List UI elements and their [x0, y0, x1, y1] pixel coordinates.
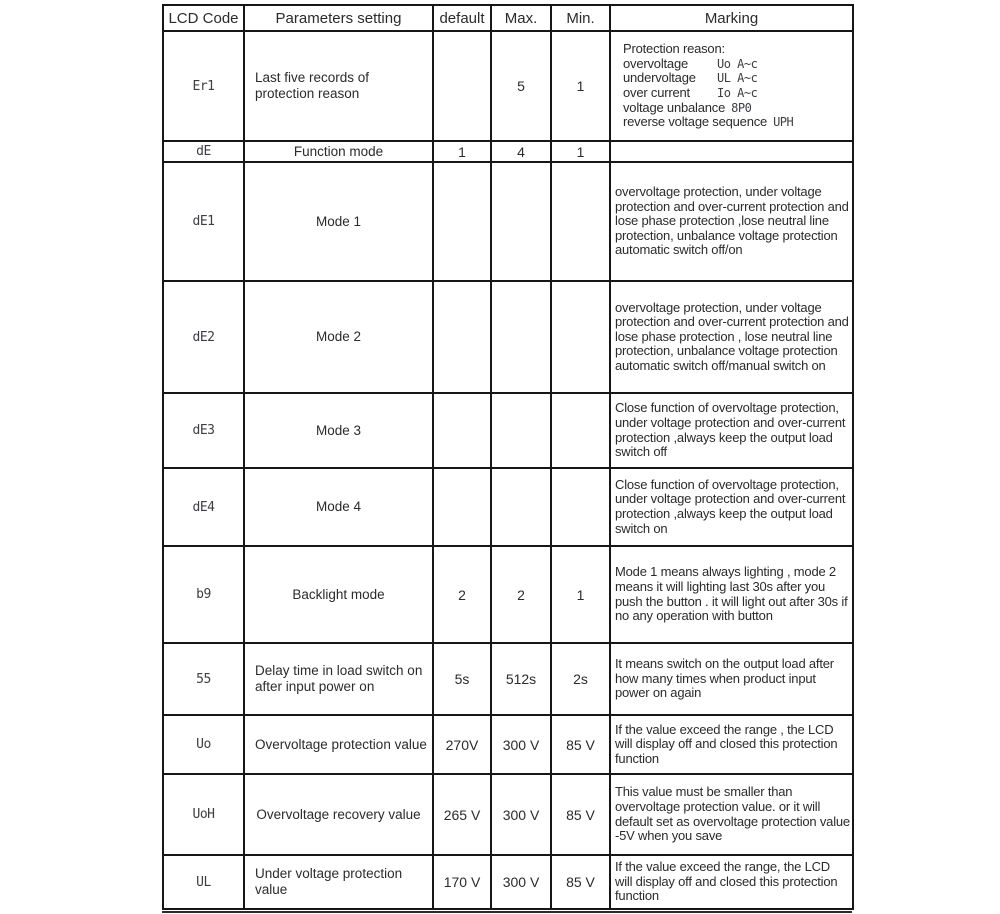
- max-value: 5: [491, 31, 551, 141]
- min-value: 85 V: [551, 774, 610, 855]
- min-value: [551, 468, 610, 546]
- parameter-name: Function mode: [244, 141, 433, 162]
- marking-text: Close function of overvoltage protection, under voltage protection and over-current protection ,always keep the output load switch on: [610, 468, 853, 546]
- min-value: 1: [551, 546, 610, 643]
- lcd-glyph: 8P0: [731, 100, 752, 115]
- min-value: [551, 281, 610, 393]
- min-value: [551, 162, 610, 281]
- max-value: [491, 468, 551, 546]
- default-value: [433, 468, 491, 546]
- default-value: 270V: [433, 715, 491, 774]
- marking-text: This value must be smaller than overvoltage protection value. or it will default set as overvoltage protection value -5V when you save: [610, 774, 853, 855]
- marking-text: It means switch on the output load after how many times when product input power on again: [610, 643, 853, 715]
- lcd-code: UoH: [163, 774, 244, 855]
- header-parameters-setting: Parameters setting: [244, 5, 433, 31]
- parameter-name: Mode 1: [244, 162, 433, 281]
- max-value: [491, 162, 551, 281]
- marking-line: overvoltage Uo A~c: [623, 55, 758, 71]
- max-value: 4: [491, 141, 551, 162]
- lcd-code: UL: [163, 855, 244, 909]
- min-value: 85 V: [551, 715, 610, 774]
- parameter-name: Delay time in load switch on after input power on: [244, 643, 433, 715]
- lcd-code: dE: [163, 141, 244, 162]
- table-row-uoh: [163, 774, 853, 855]
- lcd-glyph: UL A~c: [717, 71, 758, 86]
- table-row-de2: [163, 281, 853, 393]
- max-value: 300 V: [491, 774, 551, 855]
- parameter-name: Overvoltage protection value: [244, 715, 433, 774]
- marking-line: undervoltage UL A~c: [623, 70, 758, 86]
- header-row: [163, 5, 853, 31]
- marking-text: Close function of overvoltage protection, under voltage protection and over-current protection ,always keep the output load switch off: [610, 393, 853, 468]
- table-row-b9: [163, 546, 853, 643]
- table-row-de: [163, 141, 853, 162]
- header-marking: Marking: [610, 5, 853, 31]
- max-value: 2: [491, 546, 551, 643]
- default-value: 2: [433, 546, 491, 643]
- table-row-ul: [163, 855, 853, 909]
- max-value: [491, 393, 551, 468]
- marking-line: voltage unbalance 8P0: [623, 99, 752, 115]
- max-value: [491, 281, 551, 393]
- header-default: default: [433, 5, 491, 31]
- marking-title: Protection reason:: [623, 41, 725, 57]
- min-value: [551, 393, 610, 468]
- marking-text: overvoltage protection, under voltage protection and over-current protection and lose phase protection , lose neutral line protection, unbalance voltage protection automatic switch off/manual switch on: [610, 281, 853, 393]
- min-value: 1: [551, 141, 610, 162]
- parameter-name: Under voltage protection value: [244, 855, 433, 909]
- table-row-uo: [163, 715, 853, 774]
- lcd-glyph: UPH: [773, 115, 794, 130]
- lcd-code: Er1: [163, 31, 244, 141]
- lcd-code: dE2: [163, 281, 244, 393]
- table-row-55: [163, 643, 853, 715]
- marking-line: reverse voltage sequence UPH: [623, 114, 794, 130]
- lcd-glyph: Io A~c: [717, 86, 758, 100]
- parameter-name: Backlight mode: [244, 546, 433, 643]
- next-row-cutoff-border: [162, 911, 852, 913]
- min-value: 2s: [551, 643, 610, 715]
- default-value: 265 V: [433, 774, 491, 855]
- lcd-glyph: Uo A~c: [717, 56, 758, 71]
- min-value: 1: [551, 31, 610, 141]
- default-value: 5s: [433, 643, 491, 715]
- lcd-code: dE3: [163, 393, 244, 468]
- marking-text: Mode 1 means always lighting , mode 2 means it will lighting last 30s after you push the button . it will light out after 30s if no any operation with button: [610, 546, 853, 643]
- lcd-code: dE4: [163, 468, 244, 546]
- min-value: 85 V: [551, 855, 610, 909]
- default-value: 1: [433, 141, 491, 162]
- default-value: [433, 281, 491, 393]
- table-row-de4: [163, 468, 853, 546]
- header-max: Max.: [491, 5, 551, 31]
- header-min: Min.: [551, 5, 610, 31]
- lcd-code: dE1: [163, 162, 244, 281]
- default-value: [433, 162, 491, 281]
- parameter-settings-table: [162, 4, 854, 910]
- max-value: 300 V: [491, 715, 551, 774]
- marking-text: overvoltage protection, under voltage protection and over-current protection and lose phase protection ,lose neutral line protection, unbalance voltage protection automatic switch off/on: [610, 162, 853, 281]
- default-value: 170 V: [433, 855, 491, 909]
- default-value: [433, 393, 491, 468]
- lcd-code: Uo: [163, 715, 244, 774]
- parameter-name: Mode 2: [244, 281, 433, 393]
- table-row-er1: [163, 31, 853, 141]
- marking-protection-reason: [610, 31, 853, 141]
- parameter-name: Last five records of protection reason: [244, 31, 433, 141]
- marking-text: If the value exceed the range , the LCD will display off and closed this protection function: [610, 715, 853, 774]
- parameter-name: Mode 3: [244, 393, 433, 468]
- marking-line: over current Io A~c: [623, 85, 758, 100]
- default-value: [433, 31, 491, 141]
- parameter-name: Mode 4: [244, 468, 433, 546]
- lcd-code: b9: [163, 546, 244, 643]
- max-value: 300 V: [491, 855, 551, 909]
- lcd-code: 55: [163, 643, 244, 715]
- marking-text: [610, 141, 853, 162]
- table-row-de1: [163, 162, 853, 281]
- table-row-de3: [163, 393, 853, 468]
- max-value: 512s: [491, 643, 551, 715]
- marking-text: If the value exceed the range, the LCD will display off and closed this protection function: [610, 855, 853, 909]
- header-lcd-code: LCD Code: [163, 5, 244, 31]
- parameter-name: Overvoltage recovery value: [244, 774, 433, 855]
